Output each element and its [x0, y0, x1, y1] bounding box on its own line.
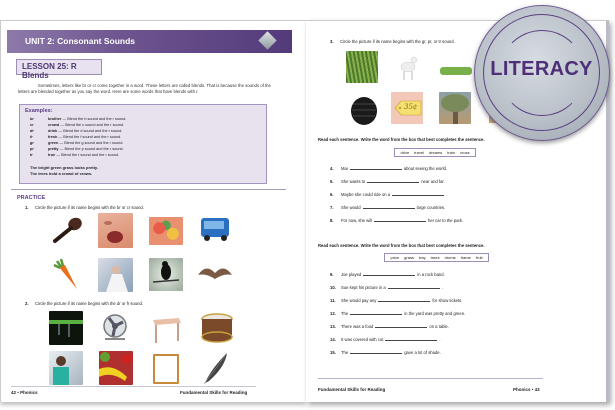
sentence-9: 9. Joe played in a rock band. [330, 272, 445, 277]
lesson-title: LESSON 25: R Blends [16, 59, 102, 75]
question-1: 1. Circle the picture if its name begins with the br or cr sound. [25, 205, 144, 210]
footer-book-title: Fundamental Skills for Reading [180, 390, 248, 395]
divider [11, 189, 286, 190]
example-sentence: The bright green grass looks pretty. [30, 165, 98, 170]
intro-paragraph: Sometimes, letters like br or cr come together in a word. These letters are called blends. That is because the sounds of the letters are blended together as you say the word. Here are some words that have blends with r. [18, 83, 271, 94]
footer-page-number: 42 • Phonics [11, 390, 38, 395]
picture-bat[interactable] [196, 261, 234, 285]
answer-blank[interactable] [374, 218, 426, 222]
sentence-6: 6. Maybe she could ride on a . [330, 192, 448, 197]
picture-drops[interactable] [49, 311, 83, 345]
answer-blank[interactable] [392, 192, 444, 196]
sentence-10: 10. Sue kept his picture in a . [330, 285, 443, 290]
left-page [0, 20, 306, 402]
answer-blank[interactable] [363, 205, 415, 209]
picture-price-tag[interactable] [391, 92, 423, 124]
example-row: tr true — Blend the t sound and the r sound. [30, 153, 120, 157]
picture-fan[interactable] [99, 312, 131, 344]
example-row: cr crowd — Blend the c sound and the r sound. [30, 123, 125, 127]
sentence-8: 8. For now, she will her car to the park. [330, 218, 464, 223]
footer-page-number: Phonics • 43 [513, 387, 540, 392]
sentence-14: 14. It was covered with cut . [330, 337, 441, 342]
instruction-1: Read each sentence. Write the word from the box that best completes the sentence. [318, 137, 485, 142]
footer-divider [318, 378, 543, 379]
unit-banner [7, 30, 292, 53]
answer-blank[interactable] [385, 337, 437, 341]
examples-box [19, 104, 267, 184]
sentence-13: 13. There was a food on a table. [330, 324, 449, 329]
answer-blank[interactable] [350, 350, 402, 354]
picture-tree[interactable] [439, 92, 471, 124]
literacy-badge [474, 5, 610, 141]
answer-blank[interactable] [378, 298, 430, 302]
picture-crow[interactable] [149, 258, 183, 291]
picture-goat[interactable] [395, 51, 421, 83]
sentence-5: 5. She wants to near and far. [330, 179, 445, 184]
sentence-15: 15. The gave a lot of shade. [330, 350, 441, 355]
picture-bride[interactable] [98, 258, 133, 292]
question-2: 2. Circle the picture if its name begins with the dr or fr sound. [25, 301, 143, 306]
practice-title: PRACTICE [17, 195, 46, 201]
picture-bus[interactable] [198, 214, 232, 244]
picture-fruit[interactable] [99, 351, 133, 385]
word-box-2: price grass tray trees drums frame fruit [384, 253, 489, 262]
example-row: pr pretty — Blend the p sound and the r sound. [30, 147, 124, 151]
answer-blank[interactable] [363, 272, 415, 276]
picture-desk[interactable] [151, 314, 183, 344]
example-sentence: The trees hold a crowd of crows. [30, 171, 93, 176]
picture-driver[interactable] [49, 351, 83, 385]
answer-blank[interactable] [367, 179, 419, 183]
sentence-7: 7. She would large countries. [330, 205, 446, 210]
price-tag-label: 35¢ [404, 103, 418, 111]
picture-brush[interactable] [49, 215, 83, 245]
picture-tire[interactable] [349, 94, 379, 126]
footer-book-title: Fundamental Skills for Reading [318, 387, 386, 392]
sentence-11: 11. She would pay any for show tickets. [330, 298, 463, 303]
picture-frame[interactable] [153, 354, 179, 384]
sentence-4: 4. Mai about seeing the world. [330, 166, 448, 171]
answer-blank[interactable] [375, 324, 427, 328]
picture-grass[interactable] [346, 51, 378, 83]
examples-title: Examples: [25, 108, 53, 114]
picture-tray[interactable] [440, 67, 472, 75]
answer-blank[interactable] [388, 285, 440, 289]
picture-feather[interactable] [201, 351, 231, 385]
sentence-12: 12. The in the yard was pretty and green. [330, 311, 466, 316]
diamond-icon [258, 31, 276, 49]
instruction-2: Read each sentence. Write the word from the box that best completes the sentence. [318, 243, 485, 248]
example-row: dr drink — Blend the d sound and the r sound. [30, 129, 123, 133]
answer-blank[interactable] [350, 166, 402, 170]
badge-label: LITERACY [490, 58, 593, 80]
example-row: gr green — Blend the g sound and the r sound. [30, 141, 124, 145]
example-row: br brother — Blend the b sound and the r sound. [30, 117, 127, 121]
word-box-1: drive travel dreams train cross [394, 148, 476, 157]
unit-title: UNIT 2: Consonant Sounds [25, 36, 136, 46]
question-3: 3. Circle the picture if its name begins with the gr, pr, or tr sound. [330, 39, 455, 44]
picture-candy[interactable] [149, 217, 183, 245]
picture-carrot[interactable] [49, 257, 81, 291]
footer-divider [11, 386, 256, 387]
example-row: fr fresh — Blend the f sound and the r sound. [30, 135, 122, 139]
picture-drum[interactable] [200, 311, 234, 345]
picture-crying-child[interactable] [98, 213, 133, 248]
answer-blank[interactable] [350, 311, 402, 315]
